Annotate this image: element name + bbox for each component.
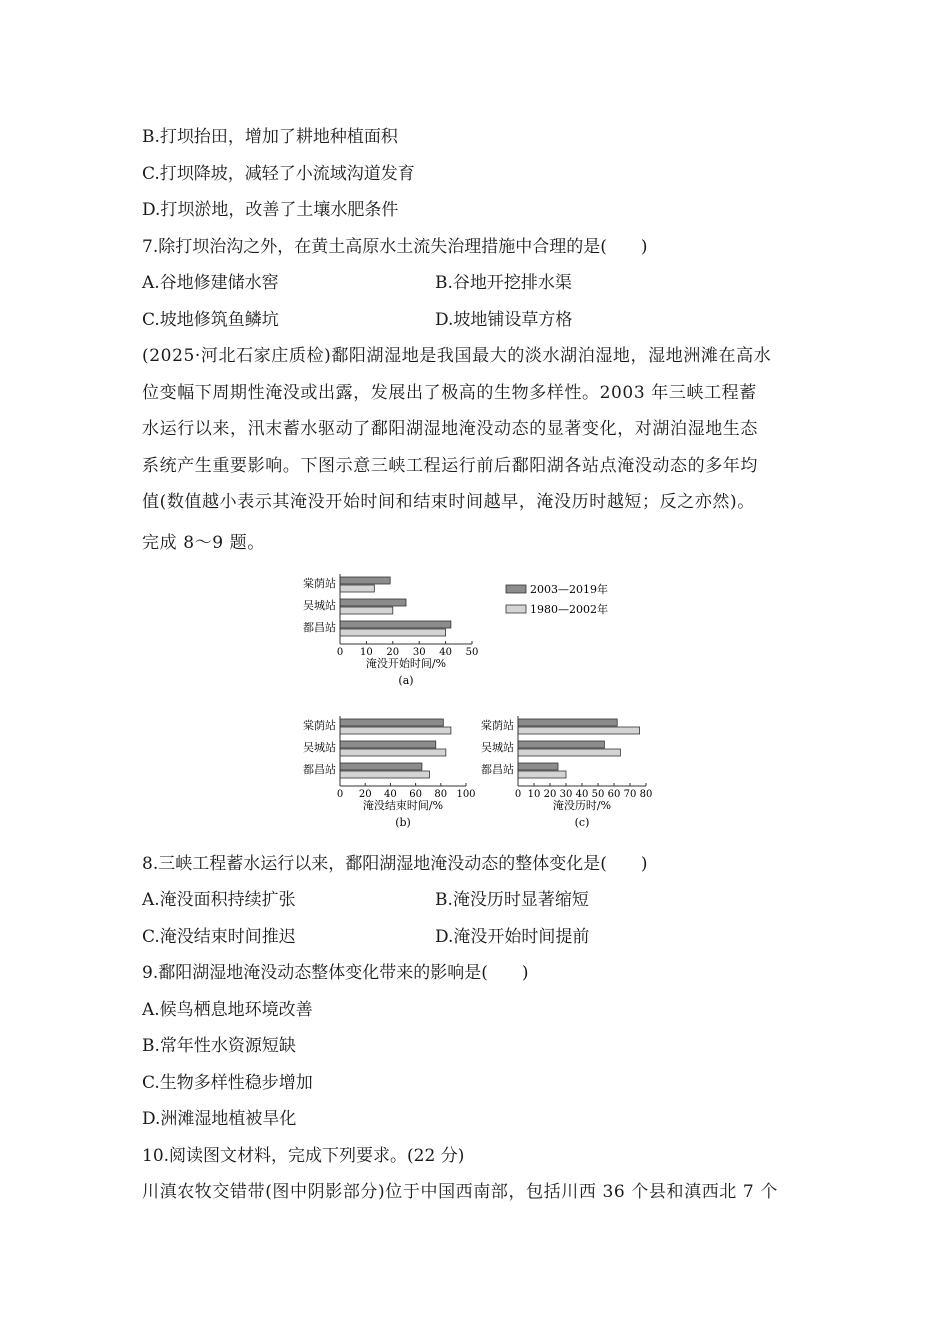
x-tick-label: 100 bbox=[456, 789, 476, 800]
x-tick-label: 30 bbox=[559, 789, 573, 800]
x-tick-label: 80 bbox=[639, 789, 653, 800]
panel-label: (a) bbox=[398, 674, 414, 687]
x-tick-label: 40 bbox=[384, 789, 397, 800]
bar-1980-2002 bbox=[340, 771, 429, 778]
category-label: 都昌站 bbox=[303, 763, 336, 776]
bar-2003-2019 bbox=[340, 599, 406, 606]
x-tick-label: 40 bbox=[439, 647, 452, 658]
q9-option-c: C.生物多样性稳步增加 bbox=[142, 1073, 313, 1093]
bar-1980-2002 bbox=[340, 749, 446, 756]
q8-option-a: A.淹没面积持续扩张 bbox=[142, 890, 296, 910]
x-tick-label: 70 bbox=[623, 789, 637, 800]
x-tick-label: 60 bbox=[607, 789, 621, 800]
q8-option-b: B.淹没历时显著缩短 bbox=[435, 890, 589, 910]
x-axis-title: 淹没开始时间/% bbox=[365, 657, 447, 670]
chart-b bbox=[303, 716, 476, 829]
panel-label: (c) bbox=[574, 816, 590, 829]
x-tick-label: 10 bbox=[360, 647, 373, 658]
bar-2003-2019 bbox=[340, 719, 443, 726]
category-label: 吴城站 bbox=[303, 599, 336, 612]
category-label: 吴城站 bbox=[481, 741, 514, 754]
passage-line-2: 位变幅下周期性淹没或出露，发展出了极高的生物多样性。2003 年三峡工程蓄 bbox=[142, 383, 757, 403]
bar-2003-2019 bbox=[518, 719, 617, 726]
q7-option-c: C.坡地修筑鱼鳞坑 bbox=[142, 310, 279, 330]
x-tick-label: 40 bbox=[575, 789, 589, 800]
category-label: 都昌站 bbox=[481, 763, 514, 776]
q6-option-d: D.打坝淤地，改善了土壤水肥条件 bbox=[142, 200, 399, 220]
bar-1980-2002 bbox=[518, 727, 640, 734]
bar-2003-2019 bbox=[340, 741, 436, 748]
figure-flooding-charts bbox=[280, 568, 660, 838]
q8-option-d: D.淹没开始时间提前 bbox=[435, 927, 590, 947]
bar-1980-2002 bbox=[340, 629, 446, 636]
q9-option-d: D.洲滩湿地植被旱化 bbox=[142, 1109, 297, 1129]
q6-option-b: B.打坝抬田，增加了耕地种植面积 bbox=[142, 127, 398, 147]
x-tick-label: 10 bbox=[527, 789, 541, 800]
q7-option-a: A.谷地修建储水窖 bbox=[142, 273, 279, 293]
x-tick-label: 30 bbox=[412, 647, 426, 658]
q8-option-c: C.淹没结束时间推迟 bbox=[142, 927, 296, 947]
x-tick-label: 0 bbox=[514, 789, 522, 800]
category-label: 棠荫站 bbox=[303, 719, 336, 732]
x-tick-label: 80 bbox=[434, 789, 448, 800]
x-axis-title: 淹没结束时间/% bbox=[362, 799, 444, 812]
legend-swatch-2003-2019 bbox=[506, 585, 526, 593]
chart-legend bbox=[506, 582, 608, 616]
category-label: 都昌站 bbox=[303, 621, 336, 634]
category-label: 吴城站 bbox=[303, 741, 336, 754]
q9-stem: 9.鄱阳湖湿地淹没动态整体变化带来的影响是( ) bbox=[142, 963, 529, 983]
bar-1980-2002 bbox=[340, 607, 393, 614]
q7-option-d: D.坡地铺设草方格 bbox=[435, 310, 573, 330]
passage-line-1: (2025·河北石家庄质检)鄱阳湖湿地是我国最大的淡水湖泊湿地，湿地洲滩在高水 bbox=[142, 346, 772, 366]
passage-line-4: 系统产生重要影响。下图示意三峡工程运行前后鄱阳湖各站点淹没动态的多年均 bbox=[142, 456, 758, 476]
bar-2003-2019 bbox=[518, 741, 604, 748]
q7-option-b: B.谷地开挖排水渠 bbox=[435, 273, 572, 293]
x-tick-label: 20 bbox=[543, 789, 557, 800]
q6-option-c: C.打坝降坡，减轻了小流域沟道发育 bbox=[142, 164, 415, 184]
q7-stem: 7.除打坝治沟之外，在黄土高原水土流失治理措施中合理的是( ) bbox=[142, 237, 648, 257]
x-tick-label: 20 bbox=[358, 789, 372, 800]
bar-2003-2019 bbox=[340, 621, 451, 628]
x-tick-label: 50 bbox=[591, 789, 605, 800]
passage-line-6: 完成 8～9 题。 bbox=[142, 533, 265, 553]
x-axis-title: 淹没历时/% bbox=[552, 799, 612, 812]
q9-option-a: A.候鸟栖息地环境改善 bbox=[142, 1000, 313, 1020]
category-label: 棠荫站 bbox=[303, 577, 336, 590]
bar-2003-2019 bbox=[340, 577, 390, 584]
legend-swatch-1980-2002 bbox=[506, 605, 526, 613]
chart-c bbox=[481, 716, 652, 829]
legend-label-1980-2002: 1980—2002年 bbox=[530, 603, 608, 616]
bar-2003-2019 bbox=[518, 763, 558, 770]
passage-line-5: 值(数值越小表示其淹没开始时间和结束时间越早，淹没历时越短；反之亦然)。 bbox=[142, 492, 755, 512]
bar-1980-2002 bbox=[340, 585, 374, 592]
chart-a bbox=[303, 574, 478, 687]
bar-1980-2002 bbox=[340, 727, 451, 734]
category-label: 棠荫站 bbox=[481, 719, 514, 732]
legend-label-2003-2019: 2003—2019年 bbox=[530, 583, 608, 596]
q9-option-b: B.常年性水资源短缺 bbox=[142, 1036, 296, 1056]
x-tick-label: 20 bbox=[386, 647, 400, 658]
bar-1980-2002 bbox=[518, 771, 566, 778]
q10-text: 川滇农牧交错带(图中阴影部分)位于中国西南部，包括川西 36 个县和滇西北 7 个 bbox=[142, 1182, 778, 1202]
x-tick-label: 0 bbox=[336, 789, 344, 800]
x-tick-label: 0 bbox=[336, 647, 344, 658]
bar-1980-2002 bbox=[518, 749, 620, 756]
x-tick-label: 60 bbox=[409, 789, 422, 800]
panel-label: (b) bbox=[395, 816, 411, 829]
q10-stem: 10.阅读图文材料，完成下列要求。(22 分) bbox=[142, 1146, 465, 1166]
x-tick-label: 50 bbox=[465, 647, 479, 658]
q8-stem: 8.三峡工程蓄水运行以来，鄱阳湖湿地淹没动态的整体变化是( ) bbox=[142, 854, 648, 874]
bar-2003-2019 bbox=[340, 763, 422, 770]
passage-line-3: 水运行以来，汛末蓄水驱动了鄱阳湖湿地淹没动态的显著变化，对湖泊湿地生态 bbox=[142, 419, 758, 439]
